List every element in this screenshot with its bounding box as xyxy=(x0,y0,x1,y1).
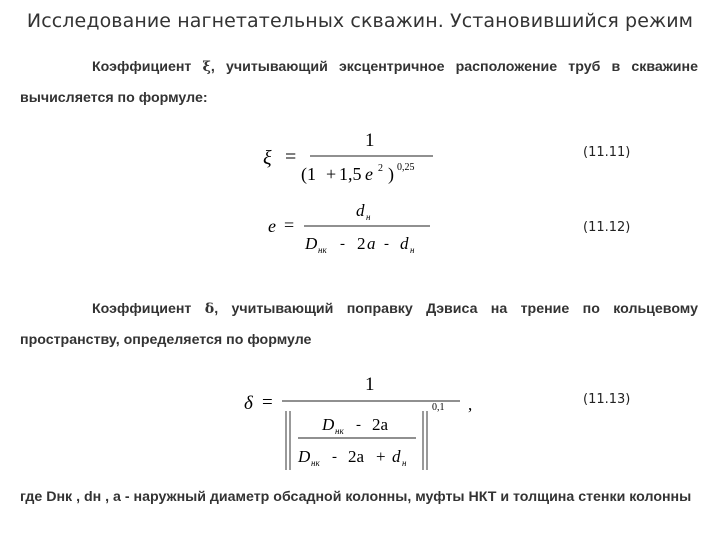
f2-num-sub: н xyxy=(366,212,371,222)
para3-text: где Dнк , dн , а - наружный диаметр обсадной колонны, муфты НКТ и толщина стенки колонны xyxy=(20,489,692,505)
f1-eq: = xyxy=(285,146,297,168)
f2-eq: = xyxy=(284,215,295,235)
f2-lhs: e xyxy=(268,216,276,236)
para1-rest: , учитывающий эксцентричное расположение труб в скважине вычисляется по формуле: xyxy=(20,59,698,106)
f1-var: e xyxy=(365,164,373,184)
f2-a: a xyxy=(367,234,376,253)
f1-numerator: 1 xyxy=(365,130,375,151)
f2-two: 2 xyxy=(357,234,366,253)
f1-pow2: 2 xyxy=(378,163,383,174)
f3-inner-num-sub: нк xyxy=(335,426,344,436)
f1-den-close: ) xyxy=(388,164,394,184)
slide-title: Исследование нагнетательных скважин. Установившийся режим xyxy=(26,10,694,32)
f1-den-open: (1 xyxy=(301,164,316,184)
f3-numerator: 1 xyxy=(365,374,375,395)
f3-inner-num-D: D xyxy=(322,415,335,434)
f2-minus2: - xyxy=(384,236,389,252)
f3-inner-den-minus: - xyxy=(332,449,337,465)
f3-inner-den-d-sub: н xyxy=(402,458,407,468)
f3-lhs: δ xyxy=(244,393,253,414)
f3-comma: , xyxy=(468,395,473,414)
para1-start: Коэффициент xyxy=(92,59,192,75)
f3-pow: 0,1 xyxy=(432,402,445,413)
formula-11-11 xyxy=(255,118,465,198)
f2-num-var: d xyxy=(356,201,365,220)
f3-inner-den-sub: нк xyxy=(311,458,320,468)
delta-symbol: δ xyxy=(204,301,215,317)
f3-inner-den-2a: 2a xyxy=(348,447,365,466)
paragraph-delta-coefficient xyxy=(20,294,698,356)
f2-den-D: D xyxy=(305,234,318,253)
paragraph-definitions xyxy=(20,487,698,508)
equation-number-11-13: (11.13) xyxy=(583,392,631,407)
equation-number-11-12: (11.12) xyxy=(583,220,631,235)
f1-plus: + xyxy=(326,164,337,184)
formula-11-12 xyxy=(262,198,462,268)
formula-11-13 xyxy=(240,368,480,478)
f2-den-D-sub: нк xyxy=(318,245,327,255)
f1-lhs: ξ xyxy=(263,147,272,169)
f2-den-d: d xyxy=(400,234,409,253)
para2-rest: , учитывающий поправку Дэвиса на трение по кольцевому пространству, определяется по формуле xyxy=(20,301,699,348)
paragraph-xi-coefficient xyxy=(20,52,698,114)
xi-symbol: ξ xyxy=(202,59,211,75)
f1-coef: 1,5 xyxy=(339,164,362,184)
equation-number-11-11: (11.11) xyxy=(583,145,631,160)
para2-start: Коэффициент xyxy=(92,301,192,317)
f3-inner-den-D: D xyxy=(298,447,311,466)
f3-inner-den-plus: + xyxy=(376,447,386,466)
f3-inner-num-minus: - xyxy=(356,417,361,433)
f2-den-d-sub: н xyxy=(410,245,415,255)
f3-eq: = xyxy=(262,392,273,413)
f3-inner-den-d: d xyxy=(392,447,401,466)
f2-minus1: - xyxy=(340,236,345,252)
f1-pow-outer: 0,25 xyxy=(397,162,415,173)
f3-inner-num-2a: 2a xyxy=(372,415,389,434)
